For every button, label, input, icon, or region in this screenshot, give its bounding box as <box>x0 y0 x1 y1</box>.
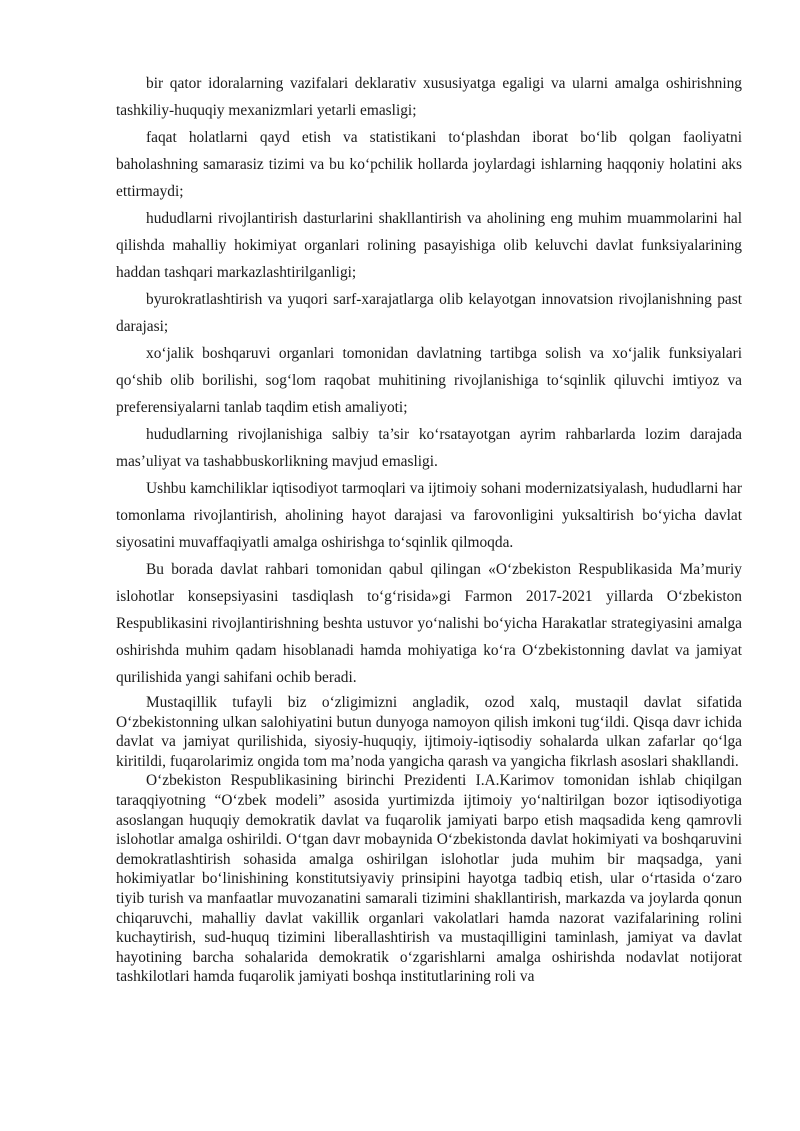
paragraph-1: bir qator idoralarning vazifalari deklarativ xususiyatga egaligi va ularni amalga oshirishning tashkiliy-huquqiy mexanizmlari yetarli emasligi; <box>116 75 742 119</box>
paragraph-2: faqat holatlarni qayd etish va statistikani to‘plashdan iborat bo‘lib qolgan faoliyatni baholashning samarasiz tizimi va bu ko‘pchilik hollarda joylardagi ishlarning haqqoniy holatini aks ettirmaydi; <box>116 129 742 200</box>
paragraph-8: Bu borada davlat rahbari tomonidan qabul qilingan «O‘zbekiston Respublikasida Ma’muriy islohotlar konsepsiyasini tasdiqlash to‘g‘risida»gi Farmon 2017-2021 yillarda O‘zbekiston Respublikasini rivojlantirishning beshta ustuvor yo‘nalishi bo‘yicha Harakatlar strategiyasini amalga oshirishda muhim qadam hisoblanadi hamda mohiyatiga ko‘ra O‘zbekistonning davlat va jamiyat qurilishida yangi sahifani ochib beradi. <box>116 561 742 686</box>
paragraph-3: hududlarni rivojlantirish dasturlarini shakllantirish va aholining eng muhim muammolarini hal qilishda mahalliy hokimiyat organlari rolining pasayishiga olib keluvchi davlat funksiyalarining haddan tashqari markazlashtirilganligi; <box>116 210 742 281</box>
paragraph-4: byurokratlashtirish va yuqori sarf-xarajatlarga olib kelayotgan innovatsion rivojlanishning past darajasi; <box>116 291 742 335</box>
document-page <box>116 70 742 987</box>
paragraph-5: xo‘jalik boshqaruvi organlari tomonidan davlatning tartibga solish va xo‘jalik funksiyalari qo‘shib olib borilishi, sog‘lom raqobat muhitining rivojlanishiga to‘sqinlik qiluvchi imtiyoz va preferensiyalarni tanlab taqdim etish amaliyoti; <box>116 345 742 416</box>
paragraph-6: hududlarning rivojlanishiga salbiy ta’sir ko‘rsatayotgan ayrim rahbarlarda lozim darajada mas’uliyat va tashabbuskorlikning mavjud emasligi. <box>116 426 742 470</box>
paragraph-10: O‘zbekiston Respublikasining birinchi Prezidenti I.A.Karimov tomonidan ishlab chiqilgan taraqqiyotning “O‘zbek modeli” asosida yurtimizda ijtimoiy yo‘naltirilgan bozor iqtisodiyotiga asoslangan huquqiy demokratik davlat va fuqarolik jamiyati barpo etish maqsadida keng qamrovli islohotlar amalga oshirildi. O‘tgan davr mobaynida O‘zbekistonda davlat hokimiyati va boshqaruvini demokratlashtirish sohasida amalga oshirilgan islohotlar juda muhim bir maqsadga, yani hokimiyatlar bo‘linishining konstitutsiyaviy prinsipini hayotga tadbiq etish, ular o‘rtasida o‘zaro tiyib turish va manfaatlar muvozanatini samarali tizimini shakllantirish, markazda va joylarda qonun chiqaruvchi, mahalliy davlat vakillik organlari vakolatlari hamda nazorat vazifalarining rolini kuchaytirish, sud-huquq tizimini liberallashtirish va mustaqilligini taminlash, jamiyat va davlat hayotining barcha sohalarida demokratik o‘zgarishlarni amalga oshirishda nodavlat notijorat tashkilotlari hamda fuqarolik jamiyati boshqa institutlarining roli va <box>116 772 742 986</box>
paragraph-9: Mustaqillik tufayli biz o‘zligimizni angladik, ozod xalq, mustaqil davlat sifatida O‘zbekistonning ulkan salohiyatini butun dunyoga namoyon qilish imkoni tug‘ildi. Qisqa davr ichida davlat va jamiyat qurilishida, siyosiy-huquqiy, ijtimoiy-iqtisodiy sohalarda ulkan zafarlar qo‘lga kiritildi, fuqarolarimiz ongida tom ma’noda yangicha qarash va yangicha fikrlash asoslari shakllandi. <box>116 694 742 770</box>
paragraph-7: Ushbu kamchiliklar iqtisodiyot tarmoqlari va ijtimoiy sohani modernizatsiyalash, hududlarni har tomonlama rivojlantirish, aholining hayot darajasi va farovonligini yuksaltirish bo‘yicha davlat siyosatini muvaffaqiyatli amalga oshirishga to‘sqinlik qilmoqda. <box>116 480 742 551</box>
